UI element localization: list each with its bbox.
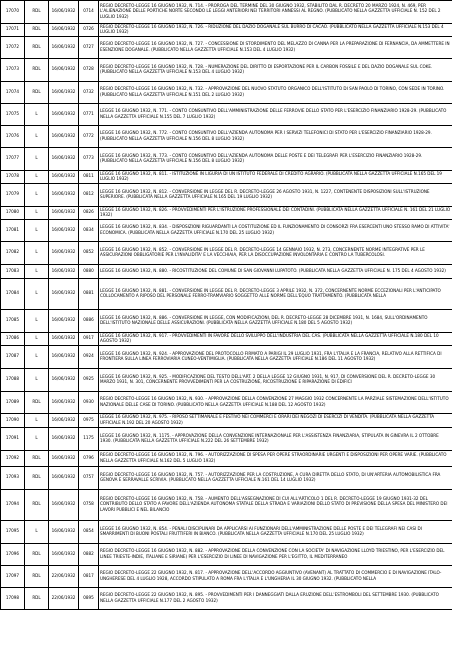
- act-date: 16/06/1932: [49, 242, 79, 265]
- act-date: 16/06/1932: [49, 171, 79, 184]
- row-number: 17076: [1, 126, 25, 148]
- row-number: 17084: [1, 279, 25, 310]
- table-row: [1, 220, 452, 242]
- act-date: 16/06/1932: [49, 392, 79, 414]
- act-number: 0811: [79, 171, 99, 184]
- act-type: L: [25, 310, 49, 333]
- act-date: 16/06/1932: [49, 467, 79, 490]
- act-number: 0834: [79, 220, 99, 242]
- table-row: [1, 414, 452, 428]
- act-number: 0732: [79, 82, 99, 104]
- row-number: 17071: [1, 24, 25, 37]
- table-row: [1, 82, 452, 104]
- act-number: 0826: [79, 207, 99, 220]
- act-description: REGIO DECRETO-LEGGE 16 GIUGNO 1932, N. 796. - AUTORIZZAZIONE DI SPESA PER OPERE STRAORDINARIE URGENTI E DISPOSIZIONI PER OPERE VARIE. (PUBBLICATO NELLA GAZZETTA UFFICIALE N.162 DEL 5 LUGLIO 1932): [99, 451, 452, 467]
- row-number: 17081: [1, 220, 25, 242]
- act-type: L: [25, 346, 49, 369]
- act-description: REGIO DECRETO-LEGGE 16 GIUGNO 1932, N. 758. - AUMENTO DELL'ASSEGNAZIONE DI CUI ALL'ARTICOLO 1 DEL R. DECRETO-LEGGE 19 GIUGNO 1931-32 DEL CONTRIBUTO DELLO STATO A FAVORE DELL'AZIENDA AUTONOMA STATALE DELLA STRADA E VARIAZIONI DELLO STATO DI PREVISIONE DELLA SPESA DEL MINISTERO DEI LAVORI PUBBLICI E NEL BILANCIO: [99, 490, 452, 521]
- act-type: RDL: [25, 544, 49, 566]
- act-description: LEGGE 16 GIUGNO 1932, N. 924. - APPROVAZIONE DEL PROTOCOLLO FIRMATO A PARIGI IL 29 LUGLIO 1931, FRA L'ITALIA E LA FRANCIA, RELATIVO ALLA RETTIFICA DI FRONTIERA SULLA LINEA FERROVIARIA CUNEO-VENTIMIGLIA. (PUBBLICATA NELLA GAZZETTA UFFICIALE N.186 DEL 11 AGOSTO 1932): [99, 346, 452, 369]
- row-number: 17080: [1, 207, 25, 220]
- act-date: 16/06/1932: [49, 24, 79, 37]
- act-number: 0771: [79, 104, 99, 126]
- table-body: [1, 1, 452, 610]
- act-type: RDL: [25, 37, 49, 59]
- act-number: 0852: [79, 242, 99, 265]
- row-number: 17097: [1, 566, 25, 588]
- act-date: 16/06/1932: [49, 82, 79, 104]
- act-type: RDL: [25, 392, 49, 414]
- table-row: [1, 37, 452, 59]
- row-number: 17090: [1, 414, 25, 428]
- act-date: 16/06/1932: [49, 1, 79, 24]
- act-type: RDL: [25, 490, 49, 521]
- act-description: LEGGE 16 GIUGNO 1932, N. 811. - ISTITUZIONE IN LIGURIA DI UN ISTITUTO FEDERALE DI CREDITO AGRARIO. (PUBBLICATA NELLA GAZZETTA UFFICIALE N.165 DEL 19 LUGLIO 1932): [99, 171, 452, 184]
- act-date: 16/06/1932: [49, 369, 79, 392]
- act-date: 16/06/1932: [49, 184, 79, 207]
- act-number: 0917: [79, 333, 99, 346]
- table-row: [1, 242, 452, 265]
- act-date: 16/06/1932: [49, 279, 79, 310]
- act-number: 1175: [79, 428, 99, 451]
- act-date: 16/06/1932: [49, 490, 79, 521]
- act-type: L: [25, 333, 49, 346]
- act-description: LEGGE 16 GIUGNO 1932, N. 917. - PROVVEDIMENTI IN FAVORE DELLO SVILUPPO DELL'INDUSTRIA DEL CAS. (PUBBLICATA NELLA GAZZETTA UFFICIALE N.180 DEL 10 AGOSTO 1932): [99, 333, 452, 346]
- act-type: L: [25, 414, 49, 428]
- act-type: L: [25, 265, 49, 279]
- act-type: L: [25, 207, 49, 220]
- act-type: L: [25, 171, 49, 184]
- table-row: [1, 346, 452, 369]
- act-date: 16/06/1932: [49, 59, 79, 82]
- act-description: REGIO DECRETO-LEGGE 16 GIUGNO 1932, N. 728. - NUMERAZIONE DEL DIRITTO DI ESPORTAZIONE PER IL CARBON FOSSILE E DEL DAZIO DOGANALE SUL COKE. (PUBBLICATO NELLA GAZZETTA UFFICIALE N.153 DEL 4 LUGLIO 1932): [99, 59, 452, 82]
- act-number: 0924: [79, 346, 99, 369]
- act-type: RDL: [25, 1, 49, 24]
- act-number: 0895: [79, 588, 99, 610]
- act-date: 16/06/1932: [49, 414, 79, 428]
- act-number: 0925: [79, 369, 99, 392]
- act-type: L: [25, 104, 49, 126]
- act-date: 16/06/1932: [49, 37, 79, 59]
- act-type: L: [25, 521, 49, 544]
- table-row: [1, 310, 452, 333]
- act-description: REGIO DECRETO-LEGGE 16 GIUGNO 1932, N. 882. - APPROVAZIONE DELLA CONVENZIONE CON LA SOCIETA' DI NAVIGAZIONE LLOYD TRIESTINO, PER L'ESERCIZIO DEL LINEE TRIESTE-INDIE, ITALIANE E SIRIANE) PER L'ESERCIZIO DI LINEE DI NAVIGAZIONE PER L'EGITTO, IL MEDITERRANEO: [99, 544, 452, 566]
- table-row: [1, 1, 452, 24]
- act-description: REGIO DECRETO-LEGGE 16 GIUGNO 1932, N. 930. - APPROVAZIONE DELLA CONVENZIONE 27 MAGGIO 1932 CONCERNENTE LA PARZIALE SISTEMAZIONE DELL'ISTITUTO NAZIONALE DELLE CASE DI TORINO. (PUBBLICATO NELLA GAZZETTA UFFICIALE N.188 DEL 12 AGOSTO 1932): [99, 392, 452, 414]
- act-date: 16/06/1932: [49, 265, 79, 279]
- row-number: 17096: [1, 544, 25, 566]
- row-number: 17074: [1, 82, 25, 104]
- act-number: 0880: [79, 265, 99, 279]
- act-date: 16/06/1932: [49, 310, 79, 333]
- act-type: L: [25, 184, 49, 207]
- table-row: [1, 544, 452, 566]
- act-number: 0796: [79, 451, 99, 467]
- act-description: LEGGE 16 GIUGNO 1932, N. 852. - CONVERSIONE IN LEGGE DEL R. DECRETO-LEGGE 14 GENNAIO 1932, N. 273, CONCERNENTE NORME INTEGRATIVE PER LE ASSICURAZIONI OBBLIGATORIE PER L'INVALIDITA' E LA VECCHIAIA, PER LA DISOCCUPAZIONE INVOLONTARIA E CONTRO LA TUBERCOLOSI.: [99, 242, 452, 265]
- act-date: 22/06/1932: [49, 588, 79, 610]
- act-date: 16/06/1932: [49, 521, 79, 544]
- row-number: 17082: [1, 242, 25, 265]
- act-type: RDL: [25, 24, 49, 37]
- act-type: RDL: [25, 451, 49, 467]
- act-number: 0727: [79, 37, 99, 59]
- act-description: LEGGE 16 GIUGNO 1932, N. 826. - PROVVEDIMENTI PER L'ISTRUZIONE PROFESSIONALE DEI CONTADINI. (PUBBLICATA NELLA GAZZETTA UFFICIALE N. 161 DEL 21 LUGLIO 1932): [99, 207, 452, 220]
- act-description: REGIO DECRETO-LEGGE 16 GIUGNO 1932, N. 727. - CONCESSIONE DI STORDIMENTO DEL MELAZZO DI CANNA PER LA PREPARAZIONE DI FERNANCIA, DA AMMETTERE IN ESENZIONE DOGANALE. (PUBBLICATO NELLA GAZZETTA UFFICIALE N.153 DEL 4 LUGLIO 1932): [99, 37, 452, 59]
- act-type: L: [25, 369, 49, 392]
- act-description: LEGGE 16 GIUGNO 1932, N. 925. - MODIFICAZIONE DEL TESTO DELL'ART. 2 DELLA LEGGE 12 GIUGNO 1931, N. 917, DI CONVERSIONE DEL R. DECRETO-LEGGE 30 MARZO 1931, N. 301, CONCERNENTE PROVVEDIMENTI PER LA COSTRUZIONE, RICOSTRUZIONE E RIPARAZIONE DI EDIFICI: [99, 369, 452, 392]
- row-number: 17095: [1, 521, 25, 544]
- row-number: 17089: [1, 392, 25, 414]
- act-number: 0714: [79, 1, 99, 24]
- table-row: [1, 333, 452, 346]
- table-row: [1, 59, 452, 82]
- table-row: [1, 207, 452, 220]
- table-row: [1, 265, 452, 279]
- act-date: 16/06/1932: [49, 104, 79, 126]
- act-type: RDL: [25, 566, 49, 588]
- act-date: 16/06/1932: [49, 126, 79, 148]
- act-number: 0817: [79, 566, 99, 588]
- table-row: [1, 171, 452, 184]
- act-description: REGIO DECRETO-LEGGE 16 GIUGNO 1932, N. 757. - AUTORIZZAZIONE PER LA COSTRUZIONE, A CURA DIRETTA DELLO STATO, DI UN'ARTERIA AUTOMOBILISTICA FRA GENOVA E SERRAVALLE SCRIVIA. (PUBBLICATO NELLA GAZZETTA UFFICIALE N.161 DEL 14 LUGLIO 1932): [99, 467, 452, 490]
- act-number: 0812: [79, 184, 99, 207]
- act-number: 0757: [79, 467, 99, 490]
- row-number: 17091: [1, 428, 25, 451]
- table-row: [1, 428, 452, 451]
- table-row: [1, 369, 452, 392]
- act-date: 16/06/1932: [49, 544, 79, 566]
- row-number: 17073: [1, 59, 25, 82]
- act-type: RDL: [25, 467, 49, 490]
- act-number: 0975: [79, 414, 99, 428]
- act-type: L: [25, 126, 49, 148]
- act-date: 16/06/1932: [49, 148, 79, 171]
- row-number: 17092: [1, 451, 25, 467]
- act-date: 16/06/1932: [49, 220, 79, 242]
- act-number: 0882: [79, 544, 99, 566]
- act-type: L: [25, 148, 49, 171]
- row-number: 17072: [1, 37, 25, 59]
- act-number: 0930: [79, 392, 99, 414]
- act-number: 0726: [79, 24, 99, 37]
- act-description: LEGGE 16 GIUGNO 1932, N. 834. - DISPOSIZIONI RIGUARDANTI LA COSTITUZIONE ED IL FUNZIONAMENTO DI CONSORZI FRA ESERCENTI UNO STESSO RAMO DI ATTIVITA' ECONOMICA. (PUBBLICATA NELLA GAZZETTA UFFICIALE N.170 DEL 25 LUGLIO 1932): [99, 220, 452, 242]
- row-number: 17087: [1, 346, 25, 369]
- act-description: LEGGE 16 GIUGNO 1932, N. 773. - CONTO CONSUNTIVO DELL'AZIENDA AUTONOMA DELLE POSTE E DEI TELEGRAFI PER L'ESERCIZIO FINANZIARIO 1928-29. (PUBBLICATO NELLA GAZZETTA UFFICIALE N.156 DEL 8 LUGLIO 1932): [99, 148, 452, 171]
- table-row: [1, 467, 452, 490]
- table-row: [1, 126, 452, 148]
- table-row: [1, 24, 452, 37]
- row-number: 17088: [1, 369, 25, 392]
- act-description: LEGGE 16 GIUGNO 1932, N. 1175. - APPROVAZIONE DELLA CONVENZIONE INTERNAZIONALE PER L'ASSISTENZA FINANZIARIA, STIPULATA IN GINEVRA IL 2 OTTOBRE 1930. (PUBBLICATA NELLA GAZZETTA UFFICIALE N.222 DEL 26 SETTEMBRE 1932): [99, 428, 452, 451]
- table-row: [1, 521, 452, 544]
- row-number: 17079: [1, 184, 25, 207]
- row-number: 17098: [1, 588, 25, 610]
- table-row: [1, 490, 452, 521]
- table-row: [1, 104, 452, 126]
- act-date: 22/06/1932: [49, 566, 79, 588]
- table-row: [1, 566, 452, 588]
- act-type: RDL: [25, 59, 49, 82]
- act-description: LEGGE 16 GIUGNO 1932, N. 886. - CONVERSIONE IN LEGGE, CON MODIFICAZIONI, DEL R. DECRETO-LEGGE 28 DICEMBRE 1931, N. 1684, SULL'ORDINAMENTO DELL'ISTITUTO NAZIONALE DELLE ASSICURAZIONI. (PUBBLICATA NELLA GAZZETTA UFFICIALE N.180 DEL 5 AGOSTO 1932): [99, 310, 452, 333]
- act-number: 0728: [79, 59, 99, 82]
- act-description: LEGGE 16 GIUGNO 1932, N. 881. - CONVERSIONE IN LEGGE DEL R. DECRETO-LEGGE 3 APRILE 1932, N. 372, CONCERNENTE NORME ECCEZIONALI PER L'ANTICIPATO COLLOCAMENTO A RIPOSO DEL PERSONALE FERRO-TRAMVIARIO SOGGETTO ALLE NORME DELL'EQUO TRATTAMENTO. (PUBBLICATA NELLA: [99, 279, 452, 310]
- act-description: LEGGE 16 GIUGNO 1932, N. 812. - CONVERSIONE IN LEGGE DEL R. DECRETO-LEGGE 26 AGOSTO 1931, N. 1227, CONTENENTE DISPOSIZIONI SULL'ISTRUZIONE SUPERIORE. (PUBBLICATA NELLA GAZZETTA UFFICIALE N.165 DEL 19 LUGLIO 1932): [99, 184, 452, 207]
- row-number: 17094: [1, 490, 25, 521]
- act-date: 16/06/1932: [49, 207, 79, 220]
- act-description: LEGGE 16 GIUGNO 1932, N. 880. - RICOSTITUZIONE DEL COMUNE DI SAN GIOVANNI LUPATOTO. (PUBBLICATA NELLA GAZZETTA UFFICIALE N. 175 DEL 4 AGOSTO 1932): [99, 265, 452, 279]
- row-number: 17075: [1, 104, 25, 126]
- act-type: L: [25, 428, 49, 451]
- act-type: L: [25, 242, 49, 265]
- table-row: [1, 451, 452, 467]
- row-number: 17086: [1, 333, 25, 346]
- act-description: REGIO DECRETO-LEGGE 16 GIUGNO 1932, N. 732. - APPROVAZIONE DEL NUOVO STATUTO ORGANICO DELL'ISTITUTO DI SAN PAOLO DI TORINO, CON SEDE IN TORINO. (PUBBLICATO NELLA GAZZETTA UFFICIALE N.151 DEL 2 LUGLIO 1932): [99, 82, 452, 104]
- act-description: LEGGE 16 GIUGNO 1932, N. 854. - PENALI DISCIPLINARI DA APPLICARSI AI FUNZIONARI DELL'AMMINISTRAZIONE DELLE POSTE E DEI TELEGRAFI NEI CASI DI SMARRIMENTI DI BUONI POSTALI FRUTTIFERI IN BIANCO. (PUBBLICATA NELLA GAZZETTA UFFICIALE N.170 DEL 25 LUGLIO 1932): [99, 521, 452, 544]
- row-number: 17070: [1, 1, 25, 24]
- table-row: [1, 148, 452, 171]
- row-number: 17078: [1, 171, 25, 184]
- act-date: 16/06/1932: [49, 428, 79, 451]
- act-description: REGIO DECRETO-LEGGE 16 GIUGNO 1932, N. 726. - RIDUZIONE DEL DAZIO DOGANALE SUL BURRO DI CACAO. (PUBBLICATO NELLA GAZZETTA UFFICIALE N.153 DEL 4 LUGLIO 1932): [99, 24, 452, 37]
- act-number: 0886: [79, 310, 99, 333]
- act-type: L: [25, 279, 49, 310]
- act-number: 0881: [79, 279, 99, 310]
- table-row: [1, 184, 452, 207]
- act-description: LEGGE 16 GIUGNO 1932, N. 772. - CONTO CONSUNTIVO DELL'AZIENDA AUTONOMA PER I SERVIZI TELEFONICI DI STATO PER L'ESERCIZIO FINANZIARIO 1928-29. (PUBBLICATO NELLA GAZZETTA UFFICIALE N.156 DEL 8 LUGLIO 1932): [99, 126, 452, 148]
- table-row: [1, 279, 452, 310]
- act-description: REGIO DECRETO-LEGGE 16 GIUGNO 1932, N. 714. - PROROGA DEL TERMINE DEL 30 GIUGNO 1932, STABILITO DAL R. DECRETO 20 MARZO 1924, N. 469, PER L'ALIENAZIONE DELLE PORTICHE NORTE SECONDO LE LEGGI ANTERIORI NEI TERRITORI ANNESSI AL REGNO. (PUBBLICATO NELLA GAZZETTA UFFICIALE N. 152 DEL 2 LUGLIO 1932): [99, 1, 452, 24]
- act-description: REGIO DECRETO-LEGGE 22 GIUGNO 1932, N. 895. - PROVVEDIMENTI PER I DANNEGGIATI DALLA ERUZIONE DELL'ESTROMBOLI DEL SETTEMBRE 1930. (PUBBLICATO NELLA GAZZETTA UFFICIALE N.177 DEL 2 AGOSTO 1932): [99, 588, 452, 610]
- table-row: [1, 588, 452, 610]
- act-number: 0772: [79, 126, 99, 148]
- act-date: 16/06/1932: [49, 346, 79, 369]
- act-description: LEGGE 16 GIUGNO 1932, N. 771. - CONTO CONSUNTIVO DELL'AMMINISTRAZIONE DELLE FERROVIE DELLO STATO PER L'ESERCIZIO FINANZIARIO 1928-29. (PUBBLICATO NELLA GAZZETTA UFFICIALE N.155 DEL 7 LUGLIO 1932): [99, 104, 452, 126]
- act-number: 0854: [79, 521, 99, 544]
- act-number: 0758: [79, 490, 99, 521]
- act-description: REGIO DECRETO-LEGGE 22 GIUGNO 1932, N. 817. - APPROVAZIONE DELL'ACCORDO AGGIUNTIVO (AVENANT) AL TRATTATO DI COMMERCIO E DI NAVIGAZIONE ITALO-UNGHERESE DEL 4 LUGLIO 1928, ACCORDO STIPULATO A ROMA FRA L'ITALIA E L'UNGHERIA IL 30 GIUGNO 1932. (PUBBLICATO NELLA: [99, 566, 452, 588]
- row-number: 17085: [1, 310, 25, 333]
- row-number: 17083: [1, 265, 25, 279]
- act-number: 0773: [79, 148, 99, 171]
- act-date: 16/06/1932: [49, 333, 79, 346]
- act-type: L: [25, 220, 49, 242]
- act-type: RDL: [25, 588, 49, 610]
- row-number: 17093: [1, 467, 25, 490]
- row-number: 17077: [1, 148, 25, 171]
- table-row: [1, 392, 452, 414]
- act-description: LEGGE 16 GIUGNO 1932, N. 975. - RIPOSO SETTIMANALE E FESTIVO NEI COMMERCI E ORARI DEI NEGOZI DI ESERCIZI DI VENDITA. (PUBBLICATA NELLA GAZZETTA UFFICIALE N.192 DEL 20 AGOSTO 1932): [99, 414, 452, 428]
- act-type: RDL: [25, 82, 49, 104]
- act-date: 16/06/1932: [49, 451, 79, 467]
